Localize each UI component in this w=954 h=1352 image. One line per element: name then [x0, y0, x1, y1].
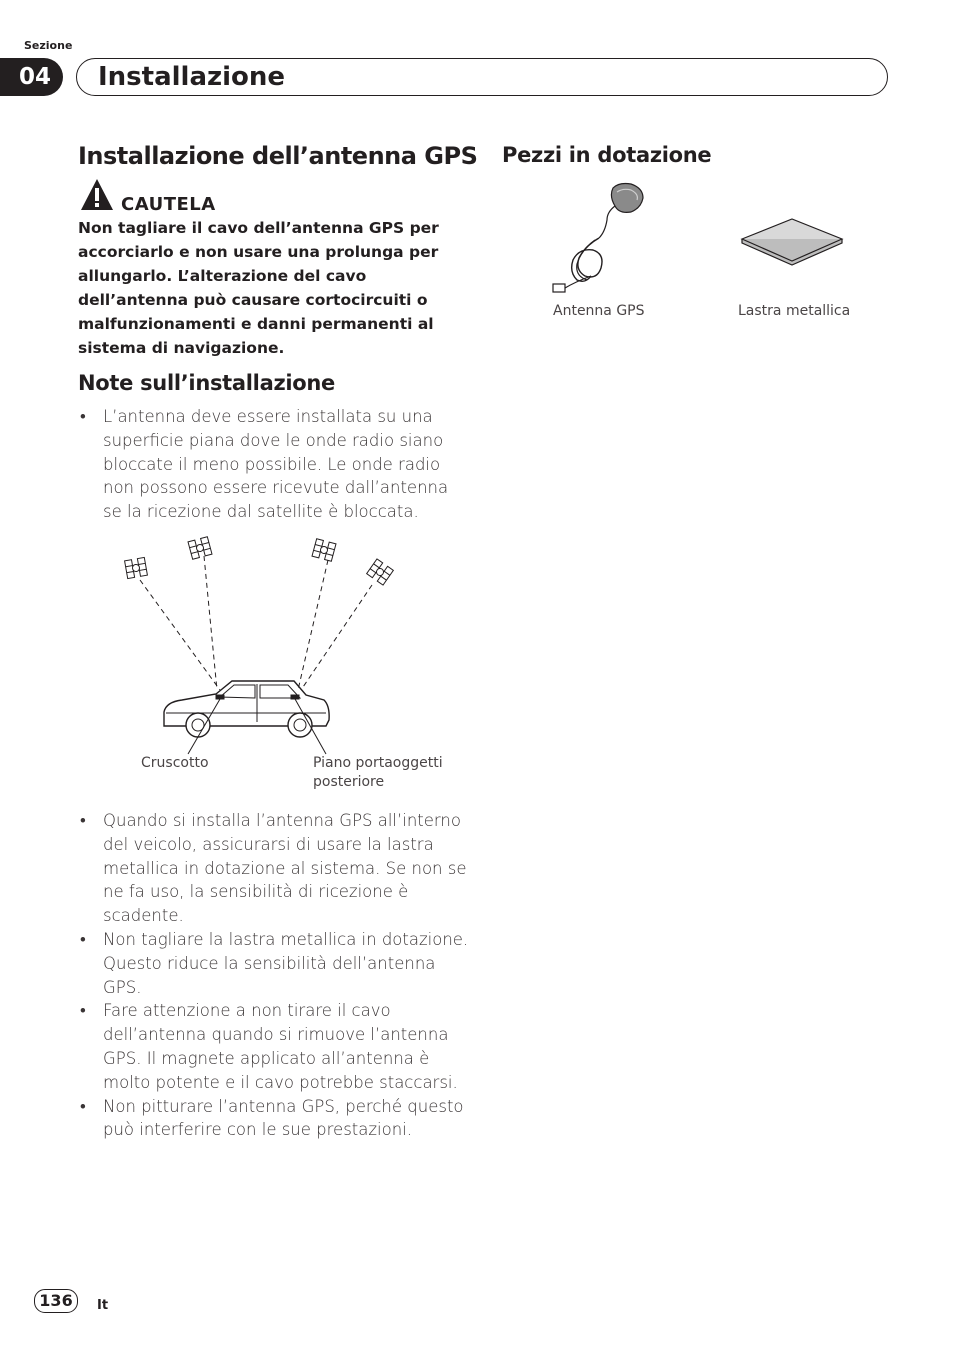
caution-text: Non tagliare il cavo dell’antenna GPS per accorciarlo e non usare una prolunga per allungarlo. L’alterazione del cavo dell’antenna può causare cortocircuiti o malfunzionamenti e danni permanenti al sistema di navigazione.	[78, 219, 439, 357]
supplied-heading: Pezzi in dotazione	[502, 143, 712, 167]
list-item: • Non pitturare l’antenna GPS, perché questo può interferire con le sue prestazioni.	[78, 1095, 470, 1143]
caution-title: CAUTELA	[121, 194, 216, 215]
gps-antenna-illustration	[545, 180, 655, 298]
rear-shelf-label: Piano portaoggetti posteriore	[313, 755, 443, 790]
section-label: Sezione	[24, 39, 73, 52]
section-title: Installazione	[98, 62, 286, 92]
page-number: 136	[34, 1289, 78, 1313]
language-code: It	[97, 1298, 109, 1313]
dashboard-label: Cruscotto	[141, 755, 209, 771]
notes-heading: Note sull’installazione	[78, 371, 335, 395]
list-item: • Fare attenzione a non tirare il cavo dell’antenna quando si rimuove l’antenna GPS. Il magnete applicato all’antenna è molto potente e il cavo potrebbe staccarsi.	[78, 999, 470, 1094]
satellite-reception-figure	[120, 530, 420, 760]
page-title: Installazione dell’antenna GPS	[78, 142, 478, 170]
notes-list-more	[78, 809, 470, 1142]
warning-icon	[80, 178, 114, 212]
metal-plate-illustration	[738, 215, 846, 267]
notes-list-first	[78, 405, 470, 524]
plate-label: Lastra metallica	[738, 303, 851, 319]
list-item: • L’antenna deve essere installata su una superficie piana dove le onde radio siano bloccate il meno possibile. Le onde radio non possono essere ricevute dall’antenna se la ricezione dal satellite è bloccata.	[78, 405, 470, 524]
antenna-label: Antenna GPS	[553, 303, 645, 319]
list-item: • Non tagliare la lastra metallica in dotazione. Questo riduce la sensibilità dell’antenna GPS.	[78, 928, 470, 999]
section-number-tab: 04	[0, 58, 63, 96]
list-item: • Quando si installa l’antenna GPS all’interno del veicolo, assicurarsi di usare la lastra metallica in dotazione al sistema. Se non se ne fa uso, la sensibilità di ricezione è scadente.	[78, 809, 470, 928]
satellite-icon	[125, 537, 394, 585]
